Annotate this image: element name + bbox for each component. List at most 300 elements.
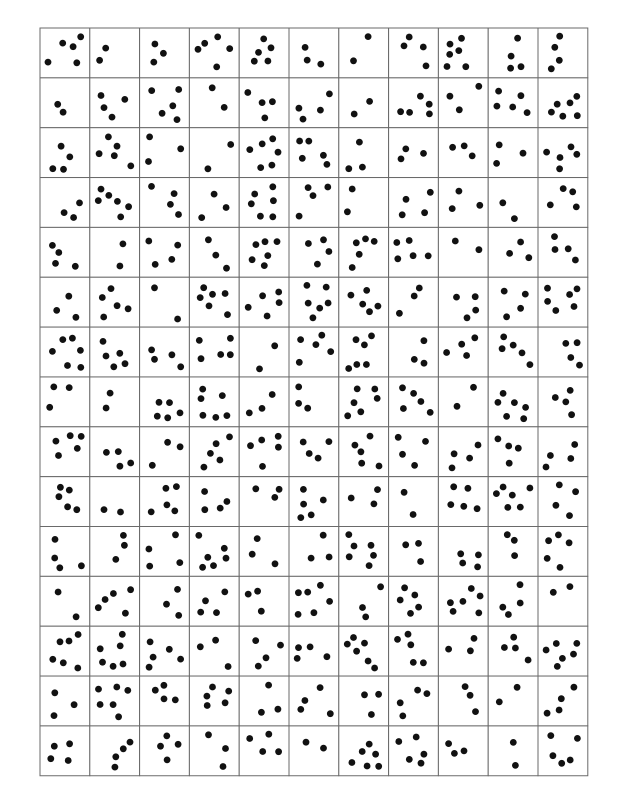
dot — [217, 505, 224, 512]
dot — [177, 656, 184, 663]
dot — [175, 86, 182, 93]
grid-cell — [289, 726, 339, 776]
grid-cell — [189, 327, 239, 377]
dot — [545, 537, 552, 544]
dot — [103, 405, 110, 412]
cell-border — [239, 676, 289, 726]
dot — [227, 141, 234, 148]
grid-cell — [488, 427, 538, 477]
grid-cell — [189, 527, 239, 577]
dot — [259, 405, 266, 412]
dot — [164, 502, 171, 509]
grid-cell — [189, 277, 239, 327]
dot — [198, 214, 205, 221]
grid-cell — [339, 527, 389, 577]
dot — [527, 485, 534, 492]
dot — [275, 433, 282, 440]
dot — [252, 637, 259, 644]
dot — [494, 103, 501, 110]
dot — [461, 143, 468, 150]
dot — [202, 597, 209, 604]
dot — [552, 394, 559, 401]
dot — [547, 452, 554, 459]
cell-border — [289, 427, 339, 477]
dot — [157, 743, 164, 750]
dot — [205, 731, 212, 738]
dot — [558, 760, 565, 767]
dot — [173, 483, 180, 490]
grid-cell — [488, 377, 538, 427]
grid-cell — [289, 227, 339, 277]
grid-cell — [90, 178, 140, 228]
dot — [417, 558, 424, 565]
dot — [349, 759, 356, 766]
dot — [416, 285, 423, 292]
dot — [257, 164, 264, 171]
dot — [402, 146, 409, 153]
dot — [512, 645, 519, 652]
dot — [421, 209, 428, 216]
dot — [449, 465, 456, 472]
cell-border — [140, 477, 190, 527]
dot — [274, 238, 281, 245]
dot — [443, 349, 450, 356]
dot — [146, 664, 153, 671]
cell-border — [488, 78, 538, 128]
dot — [222, 699, 229, 706]
dot — [562, 399, 569, 406]
cell-border — [189, 28, 239, 78]
dot — [175, 211, 182, 218]
grid-cell — [40, 427, 90, 477]
dot — [558, 695, 565, 702]
dot — [259, 463, 266, 470]
dot — [217, 457, 224, 464]
dot — [518, 92, 525, 99]
dot — [152, 261, 159, 268]
dot — [260, 36, 267, 43]
dot — [463, 352, 470, 359]
grid-cell — [289, 527, 339, 577]
dot — [198, 395, 205, 402]
dot — [159, 110, 166, 117]
dot — [177, 410, 184, 417]
cell-border — [289, 128, 339, 178]
grid-cell — [140, 178, 190, 228]
dot — [221, 104, 228, 111]
dot — [78, 562, 85, 569]
cell-border — [438, 377, 488, 427]
grid-cell — [140, 28, 190, 78]
grid-cell — [438, 726, 488, 776]
dot — [495, 399, 502, 406]
dot — [305, 138, 312, 145]
dot — [326, 554, 333, 561]
dot — [49, 348, 56, 355]
dot — [223, 555, 230, 562]
dot — [161, 696, 168, 703]
dot — [316, 305, 323, 312]
dot — [455, 47, 462, 54]
grid-cell — [538, 676, 588, 726]
dot — [567, 455, 574, 462]
dot — [211, 191, 218, 198]
cell-border — [189, 676, 239, 726]
dot — [348, 495, 355, 502]
cell-border — [389, 676, 439, 726]
dot — [177, 363, 184, 370]
dot — [73, 314, 80, 321]
dot — [406, 756, 413, 763]
cell-border — [339, 477, 389, 527]
grid-cell — [239, 377, 289, 427]
dot — [302, 697, 309, 704]
cell-border — [438, 277, 488, 327]
cell-border — [90, 28, 140, 78]
dot — [326, 248, 333, 255]
grid-cell — [538, 277, 588, 327]
dot — [469, 153, 476, 160]
grid-cell — [389, 576, 439, 626]
dot — [506, 460, 513, 467]
grid-cell — [438, 78, 488, 128]
dot — [503, 413, 510, 420]
cell-border — [389, 626, 439, 676]
dot — [511, 399, 518, 406]
dot — [398, 156, 405, 163]
dot — [556, 57, 563, 64]
dot — [255, 49, 262, 56]
dot — [177, 443, 184, 450]
cell-border — [339, 676, 389, 726]
dot — [401, 43, 408, 50]
dot — [504, 504, 511, 511]
dot — [217, 351, 224, 358]
dot — [366, 562, 373, 569]
dot — [269, 162, 276, 169]
dot — [197, 609, 204, 616]
dot — [399, 211, 406, 218]
dot — [519, 350, 526, 357]
cell-border — [40, 676, 90, 726]
grid-cell — [389, 227, 439, 277]
grid-cell — [438, 128, 488, 178]
cell-border — [538, 227, 588, 277]
cell-border — [90, 227, 140, 277]
dot — [210, 562, 217, 569]
dot — [195, 532, 202, 539]
grid-cell — [189, 178, 239, 228]
grid-cell — [438, 327, 488, 377]
dot — [356, 251, 363, 258]
dot — [562, 340, 569, 347]
dot — [151, 284, 158, 291]
dot — [116, 350, 123, 357]
dot — [358, 448, 365, 455]
cell-border — [339, 227, 389, 277]
dot — [152, 687, 159, 694]
dot — [517, 581, 524, 588]
dot — [557, 154, 564, 161]
dot — [199, 564, 206, 571]
dot — [304, 405, 311, 412]
grid-cell — [40, 327, 90, 377]
dot — [164, 439, 171, 446]
dot — [272, 560, 279, 567]
dot — [552, 246, 559, 253]
dot — [223, 204, 230, 211]
dot — [317, 107, 324, 114]
grid-cell — [339, 626, 389, 676]
cell-border — [189, 277, 239, 327]
cell-border — [339, 78, 389, 128]
grid-cell — [389, 28, 439, 78]
dot — [467, 647, 474, 654]
grid-cell — [389, 277, 439, 327]
cell-border — [189, 427, 239, 477]
grid-cell — [438, 178, 488, 228]
dot — [374, 395, 381, 402]
dot — [113, 684, 120, 691]
dot — [125, 305, 132, 312]
dot — [472, 293, 479, 300]
dot — [399, 451, 406, 458]
dot — [263, 654, 270, 661]
dot — [115, 713, 122, 720]
dot — [54, 101, 61, 108]
grid-cell — [438, 626, 488, 676]
grid-cell — [140, 676, 190, 726]
dot — [64, 362, 71, 369]
dot — [66, 154, 73, 161]
dot — [110, 590, 117, 597]
grid-cell — [90, 626, 140, 676]
dot — [275, 748, 282, 755]
cell-border — [389, 327, 439, 377]
dot — [456, 106, 463, 113]
dot — [200, 412, 207, 419]
dot — [265, 731, 272, 738]
dot — [295, 644, 302, 651]
grid-cell — [538, 178, 588, 228]
grid-cell — [90, 78, 140, 128]
dot — [117, 214, 124, 221]
dot — [548, 65, 555, 72]
dot — [394, 636, 401, 643]
dot — [277, 642, 284, 649]
dot — [366, 98, 373, 105]
dot — [554, 663, 561, 670]
dot — [359, 604, 366, 611]
dot — [547, 202, 554, 209]
grid-cell — [389, 128, 439, 178]
dot — [201, 40, 208, 47]
dot — [420, 44, 427, 51]
grid-cell — [140, 78, 190, 128]
dot — [403, 196, 410, 203]
dot — [411, 462, 418, 469]
dot — [410, 390, 417, 397]
dot — [504, 531, 511, 538]
dot — [174, 242, 181, 249]
dot — [317, 61, 324, 68]
dot — [411, 592, 418, 599]
dot — [449, 144, 456, 151]
dot — [117, 509, 124, 516]
cell-border — [289, 78, 339, 128]
cell-border — [239, 377, 289, 427]
dot — [411, 293, 418, 300]
dot — [197, 643, 204, 650]
dot — [213, 609, 220, 616]
dot — [60, 109, 67, 116]
dot — [276, 299, 283, 306]
dot — [176, 559, 183, 566]
dot — [426, 101, 433, 108]
dot — [427, 409, 434, 416]
grid-cell — [90, 327, 140, 377]
dot — [258, 608, 265, 615]
dot — [500, 334, 507, 341]
grid-cell — [189, 28, 239, 78]
dot — [121, 96, 128, 103]
grid-cell — [90, 477, 140, 527]
dot — [224, 412, 231, 419]
dot — [371, 238, 378, 245]
dot — [544, 285, 551, 292]
cell-border — [339, 626, 389, 676]
dot — [358, 460, 365, 467]
grid-cell — [339, 128, 389, 178]
dot — [257, 213, 264, 220]
grid-cell — [189, 726, 239, 776]
dot — [275, 289, 282, 296]
dot — [566, 512, 573, 519]
dot — [574, 112, 581, 119]
dot — [421, 360, 428, 367]
grid-cell — [488, 277, 538, 327]
dot — [460, 503, 467, 510]
dot — [424, 690, 431, 697]
cell-border — [239, 227, 289, 277]
grid-cell — [189, 377, 239, 427]
dot — [375, 691, 382, 698]
dot — [275, 706, 282, 713]
grid-cell — [538, 726, 588, 776]
dot — [219, 392, 226, 399]
dot — [402, 541, 409, 548]
dot — [270, 197, 277, 204]
dot — [164, 414, 171, 421]
cell-border — [40, 227, 90, 277]
cell-border — [438, 477, 488, 527]
dot — [548, 109, 555, 116]
grid-cell — [339, 377, 389, 427]
cell-border — [189, 178, 239, 228]
cell-border — [140, 576, 190, 626]
dot — [511, 537, 518, 544]
dot — [75, 631, 82, 638]
grid-cell — [339, 477, 389, 527]
grid-cell — [488, 527, 538, 577]
grid-cell — [140, 277, 190, 327]
grid-cell — [339, 28, 389, 78]
grid-cell — [289, 676, 339, 726]
dot — [414, 687, 421, 694]
grid-cell — [538, 527, 588, 577]
dot — [59, 40, 66, 47]
cell-border — [239, 477, 289, 527]
dot — [167, 201, 174, 208]
dot — [223, 265, 230, 272]
cell-border — [289, 178, 339, 228]
dot — [171, 190, 178, 197]
grid-cell — [289, 576, 339, 626]
dot — [451, 750, 458, 757]
cell-border — [239, 576, 289, 626]
grid-cell — [239, 128, 289, 178]
dot — [572, 488, 579, 495]
dot — [120, 241, 127, 248]
grid-cell — [140, 626, 190, 676]
grid-cell — [40, 576, 90, 626]
grid-cell — [40, 227, 90, 277]
dot — [495, 436, 502, 443]
dot — [399, 384, 406, 391]
grid-cell — [389, 527, 439, 577]
dot — [95, 604, 102, 611]
dot — [102, 45, 109, 52]
grid-cell — [40, 128, 90, 178]
dot — [565, 245, 572, 252]
dot — [361, 342, 368, 349]
grid-cell — [289, 626, 339, 676]
dot — [110, 663, 117, 670]
dot — [375, 303, 382, 310]
dot — [344, 208, 351, 215]
cell-border — [189, 726, 239, 776]
grid-cell — [538, 477, 588, 527]
dot — [66, 384, 73, 391]
grid-cell — [538, 377, 588, 427]
dot — [117, 643, 124, 650]
grid-cell — [538, 28, 588, 78]
dot — [245, 591, 252, 598]
dot — [560, 185, 567, 192]
dot — [201, 488, 208, 495]
dot — [503, 313, 510, 320]
grid-cell — [90, 726, 140, 776]
dot — [246, 735, 253, 742]
dot — [114, 198, 121, 205]
cell-border — [90, 527, 140, 577]
dot — [495, 88, 502, 95]
dot — [501, 288, 508, 295]
cell-border — [289, 676, 339, 726]
dot — [511, 552, 518, 559]
dot — [220, 763, 227, 770]
dot — [522, 404, 529, 411]
dot — [110, 363, 117, 370]
dot — [509, 492, 516, 499]
dot — [127, 163, 134, 170]
dot — [78, 433, 85, 440]
cell-border — [40, 277, 90, 327]
dot — [262, 238, 269, 245]
dot — [361, 691, 368, 698]
dot — [259, 141, 266, 148]
dot — [451, 450, 458, 457]
